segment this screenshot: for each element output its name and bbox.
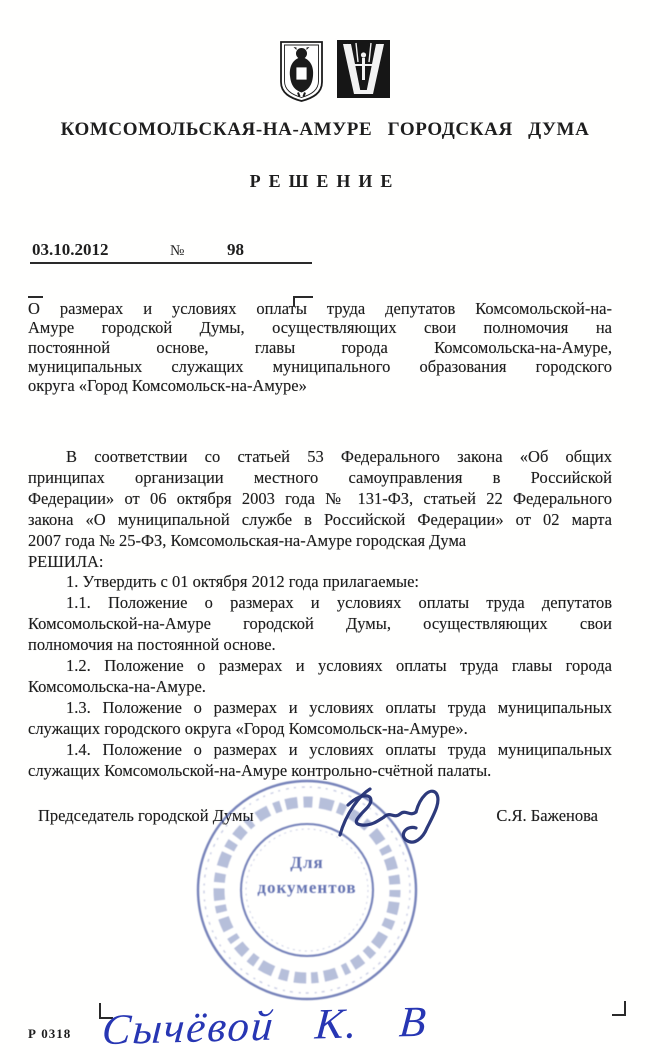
field-corner-mark-left: [28, 296, 43, 298]
stamp-center-text-line2: документов: [257, 878, 357, 897]
signer-title: Председатель городской Думы: [38, 806, 254, 825]
letterhead-emblems: [278, 40, 390, 103]
handwritten-note-text: Сычёвой К. В: [100, 998, 430, 1055]
date-number-row: [30, 240, 312, 264]
document-date: 03.10.2012: [32, 240, 109, 259]
body-line: 1.2. Положение о размерах и условиях оплаты труда главы города: [66, 656, 612, 676]
body-line: закона «О муниципальной службе в Российской Федерации» от 02 марта: [28, 509, 612, 529]
body-line: 1.3. Положение о размерах и условиях оплаты труда муниципальных: [66, 697, 612, 717]
form-code: Р 0318: [28, 1026, 72, 1041]
body-line: 1. Утвердить с 01 октября 2012 года прилагаемые:: [66, 572, 420, 592]
organization-name: КОМСОМОЛЬСКАЯ-НА-АМУРЕ ГОРОДСКАЯ ДУМА: [60, 119, 590, 140]
body-line: полномочия на постоянной основе.: [28, 635, 276, 655]
body-line: В соответствии со статьей 53 Федерального закона «Об общих: [66, 447, 612, 466]
body-line: Федерации» от 06 октября 2003 года № 131-ФЗ, статьей 22 Федерального: [28, 488, 612, 508]
subject-line: О размерах и условиях оплаты труда депутатов Комсомольской-на-: [28, 299, 612, 318]
komsomolsk-city-emblem-icon: [337, 40, 390, 98]
body-line: служащих Комсомольской-на-Амуре контрольно-счётной палаты.: [28, 760, 492, 780]
body-line: Комсомольска-на-Амуре.: [28, 676, 206, 696]
subject-line: округа «Город Комсомольск-на-Амуре»: [28, 376, 307, 396]
document-type-title: РЕШЕНИЕ: [249, 171, 401, 191]
document-body: [28, 447, 612, 782]
page-corner-mark-bottom-right: [612, 1001, 626, 1016]
body-line: РЕШИЛА:: [28, 551, 104, 571]
subject-line: постоянной основе, главы города Комсомольска-на-Амуре,: [28, 337, 612, 357]
signer-name: С.Я. Баженова: [496, 806, 598, 825]
number-sign: №: [170, 243, 185, 259]
body-line: служащих городского округа «Город Комсомольск-на-Амуре».: [28, 718, 468, 738]
body-line: 1.1. Положение о размерах и условиях оплаты труда депутатов: [66, 593, 612, 613]
body-line: Комсомольской-на-Амуре городской Думы, осуществляющих свои: [28, 614, 612, 634]
handwritten-note: [100, 998, 520, 1060]
document-number: 98: [227, 240, 244, 259]
body-line: 2007 года № 25-ФЗ, Комсомольская-на-Амуре городская Дума: [28, 530, 467, 550]
subject-line: Амуре городской Думы, осуществляющих свои полномочия на: [28, 318, 612, 338]
chairman-signature-ink: [318, 783, 453, 863]
body-line: 1.4. Положение о размерах и условиях оплаты труда муниципальных: [66, 739, 612, 759]
stamp-center-text-line1: Для: [290, 853, 324, 872]
khabarovsk-krai-coat-of-arms-icon: [278, 40, 325, 103]
subject-line: муниципальных служащих муниципального образования городского: [28, 356, 612, 376]
document-subject: [28, 299, 612, 395]
body-line: принципах организации местного самоуправления в Российской: [28, 467, 612, 487]
